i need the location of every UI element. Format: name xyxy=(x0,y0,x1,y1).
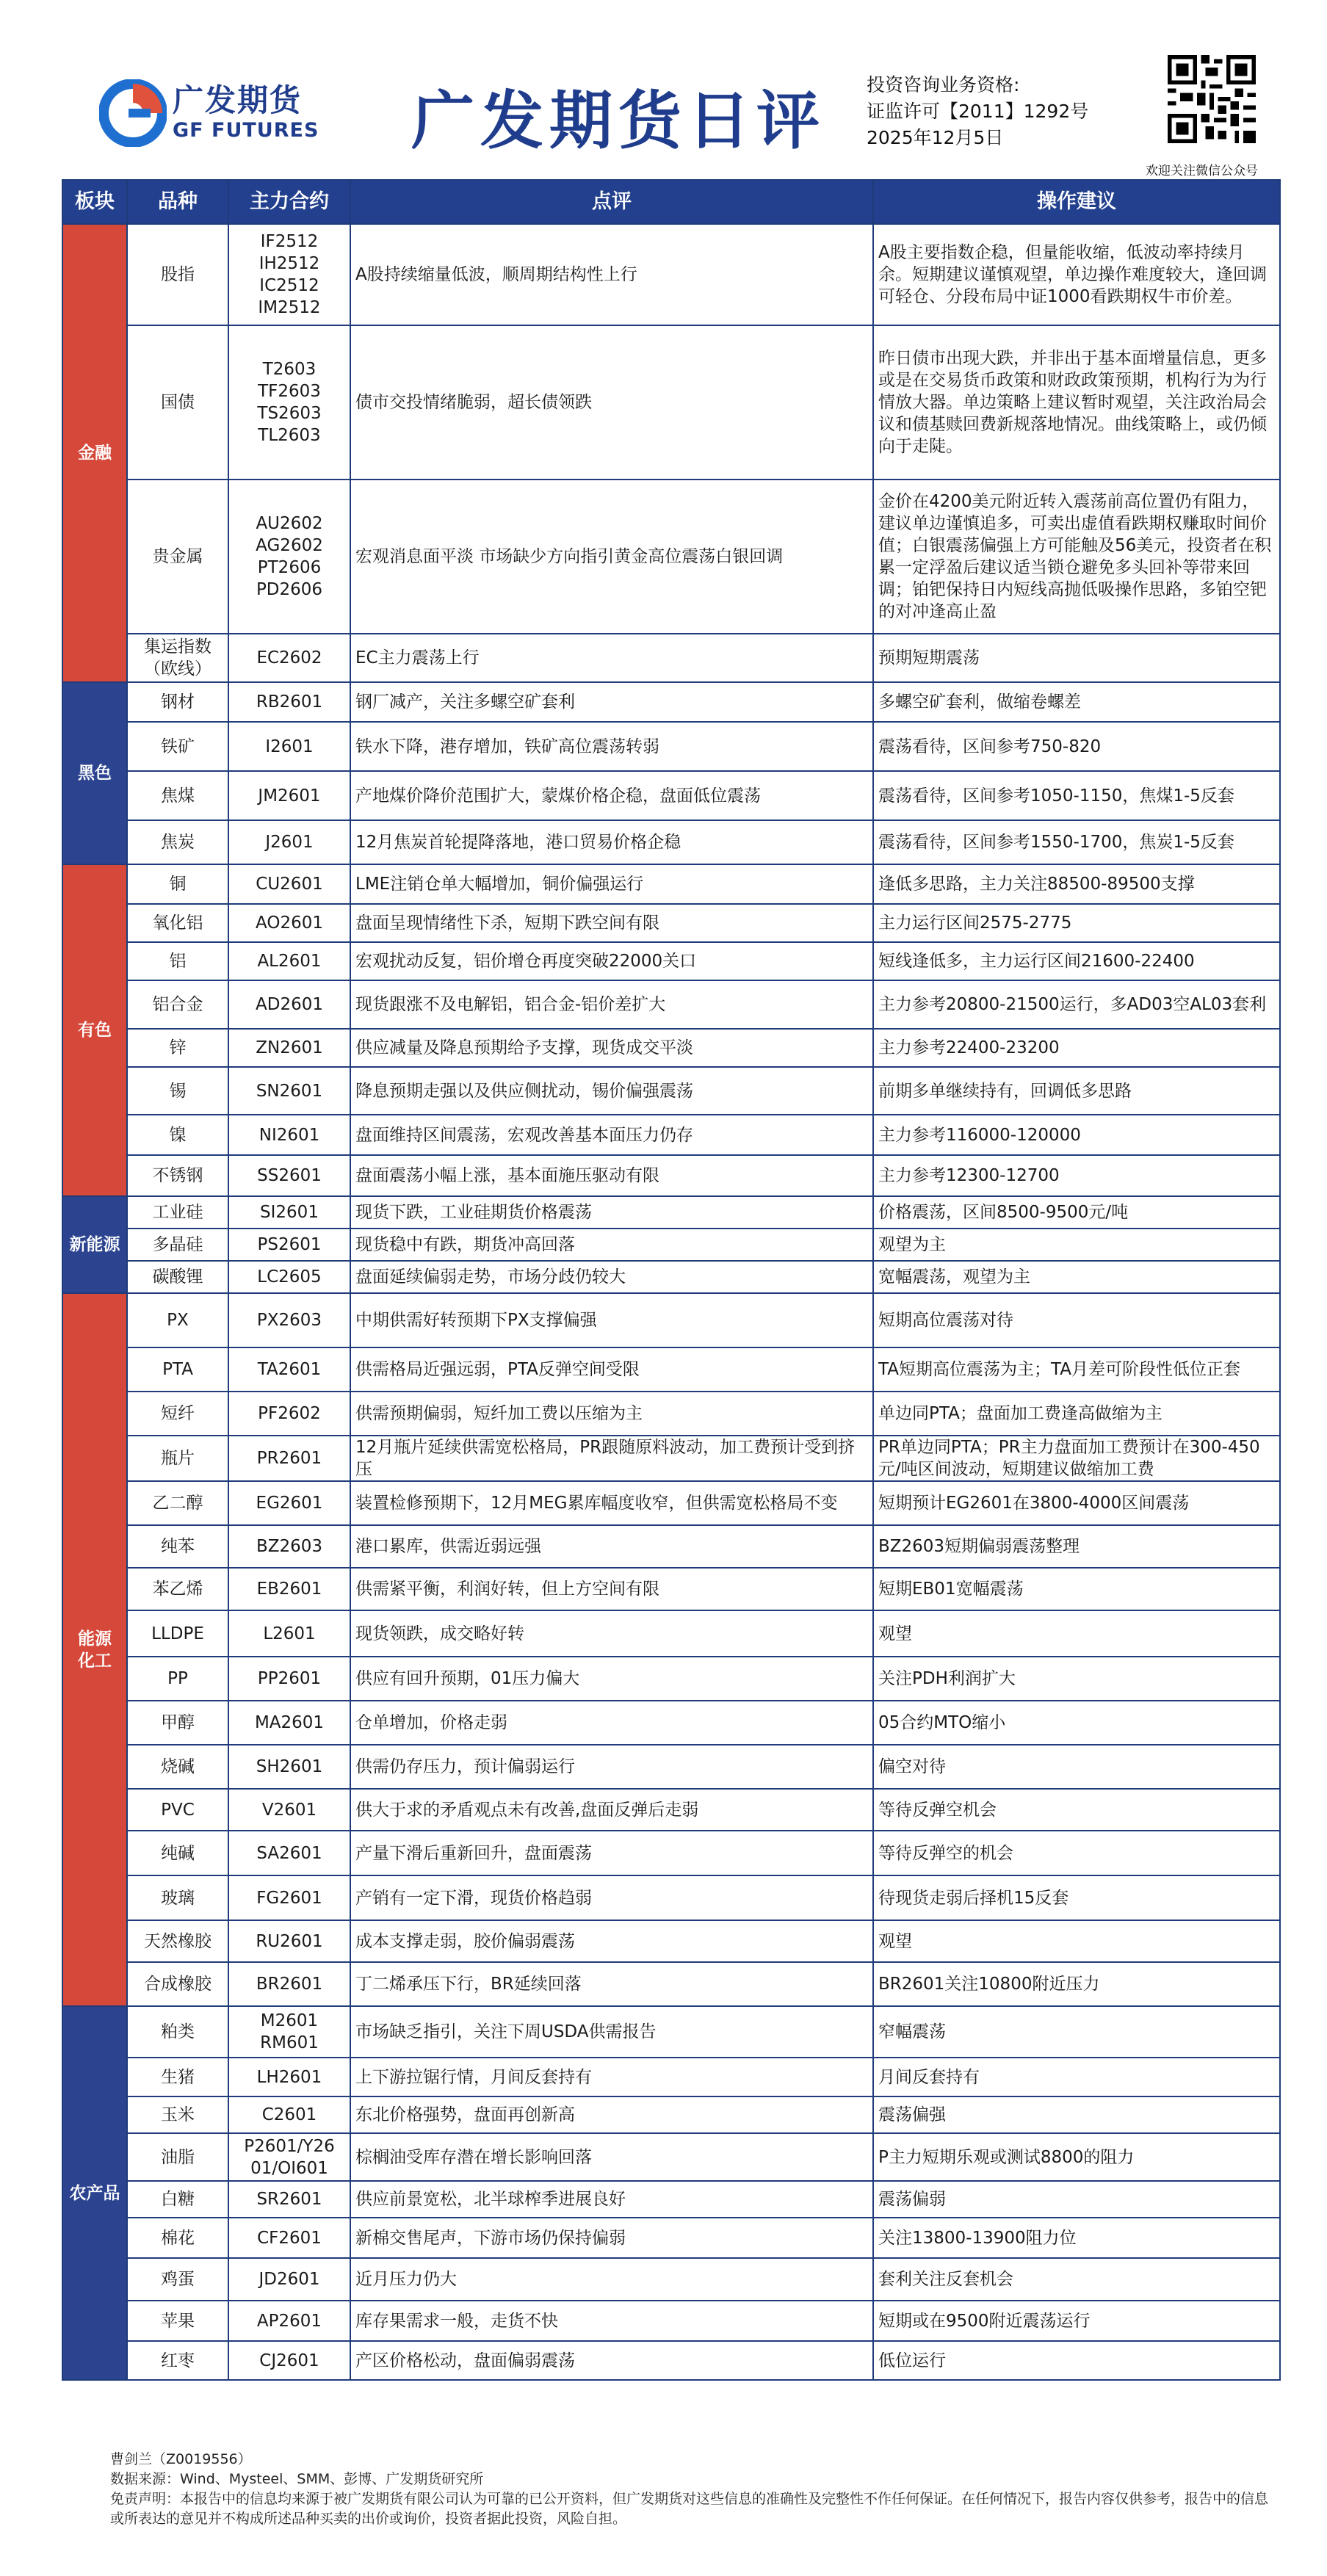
contract-cell: BR2601 xyxy=(228,1962,350,2006)
comment-cell: 市场缺乏指引，关注下周USDA供需报告 xyxy=(350,2006,873,2058)
table-row xyxy=(62,1525,1280,1568)
logo-chinese-text: 广发期货 xyxy=(173,82,303,118)
comment-cell: 供应减量及降息预期给予支撑，现货成交平淡 xyxy=(350,1029,873,1067)
table-row xyxy=(62,224,1280,325)
advice-cell: 待现货走弱后择机15反套 xyxy=(873,1875,1280,1920)
contract-cell: JM2601 xyxy=(228,771,350,820)
table-row xyxy=(62,1481,1280,1525)
contract-cell: CU2601 xyxy=(228,864,350,904)
table-row xyxy=(62,1701,1280,1745)
comment-cell: 供需预期偏弱，短纤加工费以压缩为主 xyxy=(350,1392,873,1436)
advice-cell: 观望 xyxy=(873,1610,1280,1657)
contract-cell: ZN2601 xyxy=(228,1029,350,1067)
advice-cell: 短期EB01宽幅震荡 xyxy=(873,1568,1280,1610)
table-row xyxy=(62,1196,1280,1229)
comment-cell: 宏观扰动反复，铝价增仓再度突破22000关口 xyxy=(350,942,873,980)
sector-cell: 有色 xyxy=(62,864,127,1196)
comment-cell: A股持续缩量低波，顺周期结构性上行 xyxy=(350,224,873,325)
table-row xyxy=(62,480,1280,634)
table-row xyxy=(62,1831,1280,1875)
comment-cell: 新棉交售尾声，下游市场仍保持偏弱 xyxy=(350,2218,873,2258)
contract-cell: PP2601 xyxy=(228,1657,350,1701)
advice-cell: 逢低多思路，主力关注88500-89500支撑 xyxy=(873,864,1280,904)
contract-cell: PX2603 xyxy=(228,1293,350,1347)
comment-cell: 上下游拉锯行情，月间反套持有 xyxy=(350,2058,873,2096)
contract-cell: J2601 xyxy=(228,820,350,864)
comment-cell: 丁二烯承压下行，BR延续回落 xyxy=(350,1962,873,2006)
advice-cell: 偏空对待 xyxy=(873,1745,1280,1789)
contract-cell: AO2601 xyxy=(228,904,350,942)
advice-cell: 预期短期震荡 xyxy=(873,634,1280,682)
product-cell: 短纤 xyxy=(127,1392,228,1436)
advice-cell: 前期多单继续持有，回调低多思路 xyxy=(873,1067,1280,1115)
product-cell: 红枣 xyxy=(127,2341,228,2380)
advice-cell: 主力参考22400-23200 xyxy=(873,1029,1280,1067)
contract-cell: AD2601 xyxy=(228,980,350,1029)
sector-cell: 能源 化工 xyxy=(62,1293,127,2006)
product-cell: 股指 xyxy=(127,224,228,325)
product-cell: 烧碱 xyxy=(127,1745,228,1789)
advice-cell: 震荡偏强 xyxy=(873,2096,1280,2133)
contract-cell: AL2601 xyxy=(228,942,350,980)
comment-cell: 供需紧平衡，利润好转，但上方空间有限 xyxy=(350,1568,873,1610)
product-cell: 天然橡胶 xyxy=(127,1920,228,1962)
table-row xyxy=(62,1347,1280,1392)
advice-cell: BR2601关注10800附近压力 xyxy=(873,1962,1280,2006)
contract-cell: JD2601 xyxy=(228,2258,350,2301)
comment-cell: 12月焦炭首轮提降落地，港口贸易价格企稳 xyxy=(350,820,873,864)
advice-cell: 主力参考116000-120000 xyxy=(873,1115,1280,1155)
table-row xyxy=(62,2341,1280,2380)
comment-cell: 盘面呈现情绪性下杀，短期下跌空间有限 xyxy=(350,904,873,942)
comment-cell: 装置检修预期下，12月MEG累库幅度收窄，但供需宽松格局不变 xyxy=(350,1481,873,1525)
product-cell: PP xyxy=(127,1657,228,1701)
comment-cell: 产销有一定下滑，现货价格趋弱 xyxy=(350,1875,873,1920)
sector-cell: 金融 xyxy=(62,224,127,682)
table-row xyxy=(62,2301,1280,2341)
column-header-contract: 主力合约 xyxy=(228,180,350,224)
advice-cell: TA短期高位震荡为主；TA月差可阶段性低位正套 xyxy=(873,1347,1280,1392)
table-row xyxy=(62,325,1280,480)
product-cell: 多晶硅 xyxy=(127,1229,228,1261)
product-cell: 乙二醇 xyxy=(127,1481,228,1525)
report-date: 2025年12月5日 xyxy=(867,127,1004,148)
product-cell: 碳酸锂 xyxy=(127,1261,228,1293)
advice-cell: 短线逢低多，主力运行区间21600-22400 xyxy=(873,942,1280,980)
contract-cell: AU2602 AG2602 PT2606 PD2606 xyxy=(228,480,350,634)
qr-caption: 欢迎关注微信公众号 xyxy=(1146,164,1258,178)
advice-cell: 主力参考20800-21500运行，多AD03空AL03套利 xyxy=(873,980,1280,1029)
product-cell: PVC xyxy=(127,1789,228,1831)
advice-cell: 短期预计EG2601在3800-4000区间震荡 xyxy=(873,1481,1280,1525)
comment-cell: LME注销仓单大幅增加，铜价偏强运行 xyxy=(350,864,873,904)
product-cell: 纯苯 xyxy=(127,1525,228,1568)
table-row xyxy=(62,634,1280,682)
table-row xyxy=(62,1436,1280,1481)
product-cell: 工业硅 xyxy=(127,1196,228,1229)
contract-cell: SI2601 xyxy=(228,1196,350,1229)
product-cell: 集运指数 （欧线） xyxy=(127,634,228,682)
product-cell: 瓶片 xyxy=(127,1436,228,1481)
comment-cell: 产量下滑后重新回升，盘面震荡 xyxy=(350,1831,873,1875)
comment-cell: 供大于求的矛盾观点未有改善,盘面反弹后走弱 xyxy=(350,1789,873,1831)
table-row xyxy=(62,1657,1280,1701)
contract-cell: LC2605 xyxy=(228,1261,350,1293)
product-cell: 纯碱 xyxy=(127,1831,228,1875)
table-row xyxy=(62,1029,1280,1067)
advice-cell: 观望为主 xyxy=(873,1229,1280,1261)
logo-english-text: GF FUTURES xyxy=(173,119,319,142)
contract-cell: RU2601 xyxy=(228,1920,350,1962)
gf-logo-icon xyxy=(99,79,167,147)
comment-cell: 中期供需好转预期下PX支撑偏强 xyxy=(350,1293,873,1347)
comment-cell: 产区价格松动，盘面偏弱震荡 xyxy=(350,2341,873,2380)
advice-cell: 价格震荡，区间8500-9500元/吨 xyxy=(873,1196,1280,1229)
comment-cell: 成本支撑走弱，胶价偏弱震荡 xyxy=(350,1920,873,1962)
comment-cell: 铁水下降，港存增加，铁矿高位震荡转弱 xyxy=(350,722,873,771)
table-row xyxy=(62,1962,1280,2006)
advice-cell: 宽幅震荡，观望为主 xyxy=(873,1261,1280,1293)
table-header-row xyxy=(62,180,1280,224)
product-cell: 油脂 xyxy=(127,2133,228,2181)
comment-cell: 东北价格强势，盘面再创新高 xyxy=(350,2096,873,2133)
product-cell: 不锈钢 xyxy=(127,1155,228,1196)
advice-cell: 震荡看待，区间参考1550-1700，焦炭1-5反套 xyxy=(873,820,1280,864)
advice-cell: P主力短期乐观或测试8800的阻力 xyxy=(873,2133,1280,2181)
product-cell: 苹果 xyxy=(127,2301,228,2341)
table-row xyxy=(62,1067,1280,1115)
product-cell: 白糖 xyxy=(127,2181,228,2218)
advice-cell: 等待反弹空机会 xyxy=(873,1789,1280,1831)
page-title: 广发期货日评 xyxy=(411,84,825,158)
product-cell: 国债 xyxy=(127,325,228,480)
comment-cell: 供应前景宽松，北半球榨季进展良好 xyxy=(350,2181,873,2218)
advice-cell: 短期高位震荡对待 xyxy=(873,1293,1280,1347)
table-row xyxy=(62,820,1280,864)
product-cell: 棉花 xyxy=(127,2218,228,2258)
contract-cell: AP2601 xyxy=(228,2301,350,2341)
advice-cell: BZ2603短期偏弱震荡整理 xyxy=(873,1525,1280,1568)
comment-cell: 降息预期走强以及供应侧扰动，锡价偏强震荡 xyxy=(350,1067,873,1115)
comment-cell: 现货下跌，工业硅期货价格震荡 xyxy=(350,1196,873,1229)
table-row xyxy=(62,682,1280,722)
advice-cell: 短期或在9500附近震荡运行 xyxy=(873,2301,1280,2341)
product-cell: 贵金属 xyxy=(127,480,228,634)
comment-cell: 现货领跌，成交略好转 xyxy=(350,1610,873,1657)
contract-cell: PS2601 xyxy=(228,1229,350,1261)
comment-cell: 盘面维持区间震荡，宏观改善基本面压力仍存 xyxy=(350,1115,873,1155)
product-cell: 氧化铝 xyxy=(127,904,228,942)
advice-cell: A股主要指数企稳，但量能收缩，低波动率持续月余。短期建议谨慎观望，单边操作难度较大，逢回调可轻仓、分段布局中证1000看跌期权牛市价差。 xyxy=(873,224,1280,325)
product-cell: 玻璃 xyxy=(127,1875,228,1920)
table-row xyxy=(62,1610,1280,1657)
contract-cell: T2603 TF2603 TS2603 TL2603 xyxy=(228,325,350,480)
product-cell: 锡 xyxy=(127,1067,228,1115)
advice-cell: 05合约MTO缩小 xyxy=(873,1701,1280,1745)
table-row xyxy=(62,1261,1280,1293)
contract-cell: L2601 xyxy=(228,1610,350,1657)
contract-cell: EG2601 xyxy=(228,1481,350,1525)
column-header-product: 品种 xyxy=(127,180,228,224)
advice-cell: 套利关注反套机会 xyxy=(873,2258,1280,2301)
product-cell: 苯乙烯 xyxy=(127,1568,228,1610)
contract-cell: SS2601 xyxy=(228,1155,350,1196)
contract-cell: IF2512 IH2512 IC2512 IM2512 xyxy=(228,224,350,325)
table-row xyxy=(62,1875,1280,1920)
advice-cell: 关注PDH利润扩大 xyxy=(873,1657,1280,1701)
report-header xyxy=(0,0,1327,176)
product-cell: LLDPE xyxy=(127,1610,228,1657)
product-cell: 铁矿 xyxy=(127,722,228,771)
advice-cell: 多螺空矿套利，做缩卷螺差 xyxy=(873,682,1280,722)
comment-cell: 盘面震荡小幅上涨，基本面施压驱动有限 xyxy=(350,1155,873,1196)
comment-cell: 12月瓶片延续供需宽松格局，PR跟随原料波动，加工费预计受到挤压 xyxy=(350,1436,873,1481)
license-number: 证监许可【2011】1292号 xyxy=(867,101,1089,122)
advice-cell: 月间反套持有 xyxy=(873,2058,1280,2096)
column-header-advice: 操作建议 xyxy=(873,180,1280,224)
comment-cell: 现货稳中有跌，期货冲高回落 xyxy=(350,1229,873,1261)
column-header-sector: 板块 xyxy=(62,180,127,224)
comment-cell: EC主力震荡上行 xyxy=(350,634,873,682)
table-row xyxy=(62,1155,1280,1196)
header-meta xyxy=(867,72,1088,151)
advice-cell: 单边同PTA；盘面加工费逢高做缩为主 xyxy=(873,1392,1280,1436)
contract-cell: V2601 xyxy=(228,1789,350,1831)
table-row xyxy=(62,2133,1280,2181)
comment-cell: 债市交投情绪脆弱，超长债领跌 xyxy=(350,325,873,480)
table-row xyxy=(62,1789,1280,1831)
qr-code-icon xyxy=(1168,55,1256,143)
comment-cell: 宏观消息面平淡 市场缺少方向指引黄金高位震荡白银回调 xyxy=(350,480,873,634)
table-row xyxy=(62,2096,1280,2133)
product-cell: 焦煤 xyxy=(127,771,228,820)
footer xyxy=(110,2450,1270,2529)
sector-cell: 农产品 xyxy=(62,2006,127,2380)
table-row xyxy=(62,2181,1280,2218)
contract-cell: CF2601 xyxy=(228,2218,350,2258)
table-row xyxy=(62,722,1280,771)
product-cell: 生猪 xyxy=(127,2058,228,2096)
product-cell: 鸡蛋 xyxy=(127,2258,228,2301)
contract-cell: PR2601 xyxy=(228,1436,350,1481)
table-row xyxy=(62,1229,1280,1261)
contract-cell: SA2601 xyxy=(228,1831,350,1875)
column-header-comment: 点评 xyxy=(350,180,873,224)
qualification-label: 投资咨询业务资格: xyxy=(867,74,1020,95)
product-cell: 粕类 xyxy=(127,2006,228,2058)
product-cell: 锌 xyxy=(127,1029,228,1067)
table-row xyxy=(62,771,1280,820)
table-row xyxy=(62,2058,1280,2096)
contract-cell: PF2602 xyxy=(228,1392,350,1436)
table-row xyxy=(62,1920,1280,1962)
comment-cell: 盘面延续偏弱走势，市场分歧仍较大 xyxy=(350,1261,873,1293)
contract-cell: EB2601 xyxy=(228,1568,350,1610)
table-row xyxy=(62,1115,1280,1155)
product-cell: PTA xyxy=(127,1347,228,1392)
product-cell: 镍 xyxy=(127,1115,228,1155)
comment-cell: 近月压力仍大 xyxy=(350,2258,873,2301)
contract-cell: SN2601 xyxy=(228,1067,350,1115)
comment-cell: 现货跟涨不及电解铝，铝合金-铝价差扩大 xyxy=(350,980,873,1029)
comment-cell: 产地煤价降价范围扩大，蒙煤价格企稳，盘面低位震荡 xyxy=(350,771,873,820)
product-cell: 铜 xyxy=(127,864,228,904)
contract-cell: MA2601 xyxy=(228,1701,350,1745)
advice-cell: 关注13800-13900阻力位 xyxy=(873,2218,1280,2258)
contract-cell: BZ2603 xyxy=(228,1525,350,1568)
footer-sources: 数据来源：Wind、Mysteel、SMM、彭博、广发期货研究所 xyxy=(110,2471,484,2487)
contract-cell: LH2601 xyxy=(228,2058,350,2096)
product-cell: 焦炭 xyxy=(127,820,228,864)
table-body xyxy=(62,224,1280,2380)
product-cell: 合成橡胶 xyxy=(127,1962,228,2006)
contract-cell: TA2601 xyxy=(228,1347,350,1392)
advice-cell: 昨日债市出现大跌，并非出于基本面增量信息，更多或是在交易货币政策和财政政策预期，机构行为为行情放大器。单边策略上建议暂时观望，关注政治局会议和债基赎回费新规落地情况。曲线策略上，或仍倾向于走陡。 xyxy=(873,325,1280,480)
product-cell: 玉米 xyxy=(127,2096,228,2133)
comment-cell: 供需格局近强远弱，PTA反弹空间受限 xyxy=(350,1347,873,1392)
advice-cell: 窄幅震荡 xyxy=(873,2006,1280,2058)
contract-cell: I2601 xyxy=(228,722,350,771)
contract-cell: EC2602 xyxy=(228,634,350,682)
advice-cell: 震荡偏弱 xyxy=(873,2181,1280,2218)
contract-cell: SH2601 xyxy=(228,1745,350,1789)
table-row xyxy=(62,1392,1280,1436)
table-row xyxy=(62,980,1280,1029)
footer-author: 曹剑兰（Z0019556） xyxy=(110,2451,252,2467)
sector-cell: 黑色 xyxy=(62,682,127,864)
comment-cell: 仓单增加，价格走弱 xyxy=(350,1701,873,1745)
product-cell: 铝合金 xyxy=(127,980,228,1029)
advice-cell: 低位运行 xyxy=(873,2341,1280,2380)
contract-cell: P2601/Y26 01/OI601 xyxy=(228,2133,350,2181)
table-row xyxy=(62,2258,1280,2301)
comment-cell: 棕榈油受库存潜在增长影响回落 xyxy=(350,2133,873,2181)
advice-cell: 主力参考12300-12700 xyxy=(873,1155,1280,1196)
company-logo xyxy=(99,73,341,154)
contract-cell: RB2601 xyxy=(228,682,350,722)
footer-disclaimer: 免责声明：本报告中的信息均来源于被广发期货有限公司认为可靠的已公开资料，但广发期货对这些信息的准确性及完整性不作任何保证。在任何情况下，报告内容仅供参考，报告中的信息或所表达的意见并不构成所述品种买卖的出价或询价，投资者据此投资，风险自担。 xyxy=(110,2491,1269,2527)
table-row xyxy=(62,864,1280,904)
comment-cell: 供需仍存压力，预计偏弱运行 xyxy=(350,1745,873,1789)
table-row xyxy=(62,2218,1280,2258)
contract-cell: CJ2601 xyxy=(228,2341,350,2380)
product-cell: PX xyxy=(127,1293,228,1347)
contract-cell: M2601 RM601 xyxy=(228,2006,350,2058)
product-cell: 钢材 xyxy=(127,682,228,722)
advice-cell: 震荡看待，区间参考1050-1150，焦煤1-5反套 xyxy=(873,771,1280,820)
contract-cell: FG2601 xyxy=(228,1875,350,1920)
contract-cell: NI2601 xyxy=(228,1115,350,1155)
product-cell: 铝 xyxy=(127,942,228,980)
advice-cell: 震荡看待，区间参考750-820 xyxy=(873,722,1280,771)
comment-cell: 库存果需求一般，走货不快 xyxy=(350,2301,873,2341)
advice-cell: 等待反弹空的机会 xyxy=(873,1831,1280,1875)
table-row xyxy=(62,2006,1280,2058)
advice-cell: PR单边同PTA；PR主力盘面加工费预计在300-450元/吨区间波动，短期建议做缩加工费 xyxy=(873,1436,1280,1481)
product-cell: 甲醇 xyxy=(127,1701,228,1745)
table-row xyxy=(62,1745,1280,1789)
comment-cell: 钢厂减产，关注多螺空矿套利 xyxy=(350,682,873,722)
contract-cell: SR2601 xyxy=(228,2181,350,2218)
comment-cell: 供应有回升预期，01压力偏大 xyxy=(350,1657,873,1701)
table-row xyxy=(62,904,1280,942)
table-row xyxy=(62,942,1280,980)
comment-cell: 港口累库，供需近弱远强 xyxy=(350,1525,873,1568)
sector-cell: 新能源 xyxy=(62,1196,127,1293)
advice-cell: 观望 xyxy=(873,1920,1280,1962)
advice-cell: 主力运行区间2575-2775 xyxy=(873,904,1280,942)
contract-cell: C2601 xyxy=(228,2096,350,2133)
table-row xyxy=(62,1293,1280,1347)
table-row xyxy=(62,1568,1280,1610)
advice-cell: 金价在4200美元附近转入震荡前高位置仍有阻力，建议单边谨慎追多，可卖出虚值看跌期权赚取时间价值；白银震荡偏强上方可能触及56美元，投资者在积累一定浮盈后建议适当锁仓避免多头回补等带来回调；铂钯保持日内短线高抛低吸操作思路，多铂空钯的对冲逢高止盈 xyxy=(873,480,1280,634)
daily-review-table xyxy=(62,179,1281,2381)
